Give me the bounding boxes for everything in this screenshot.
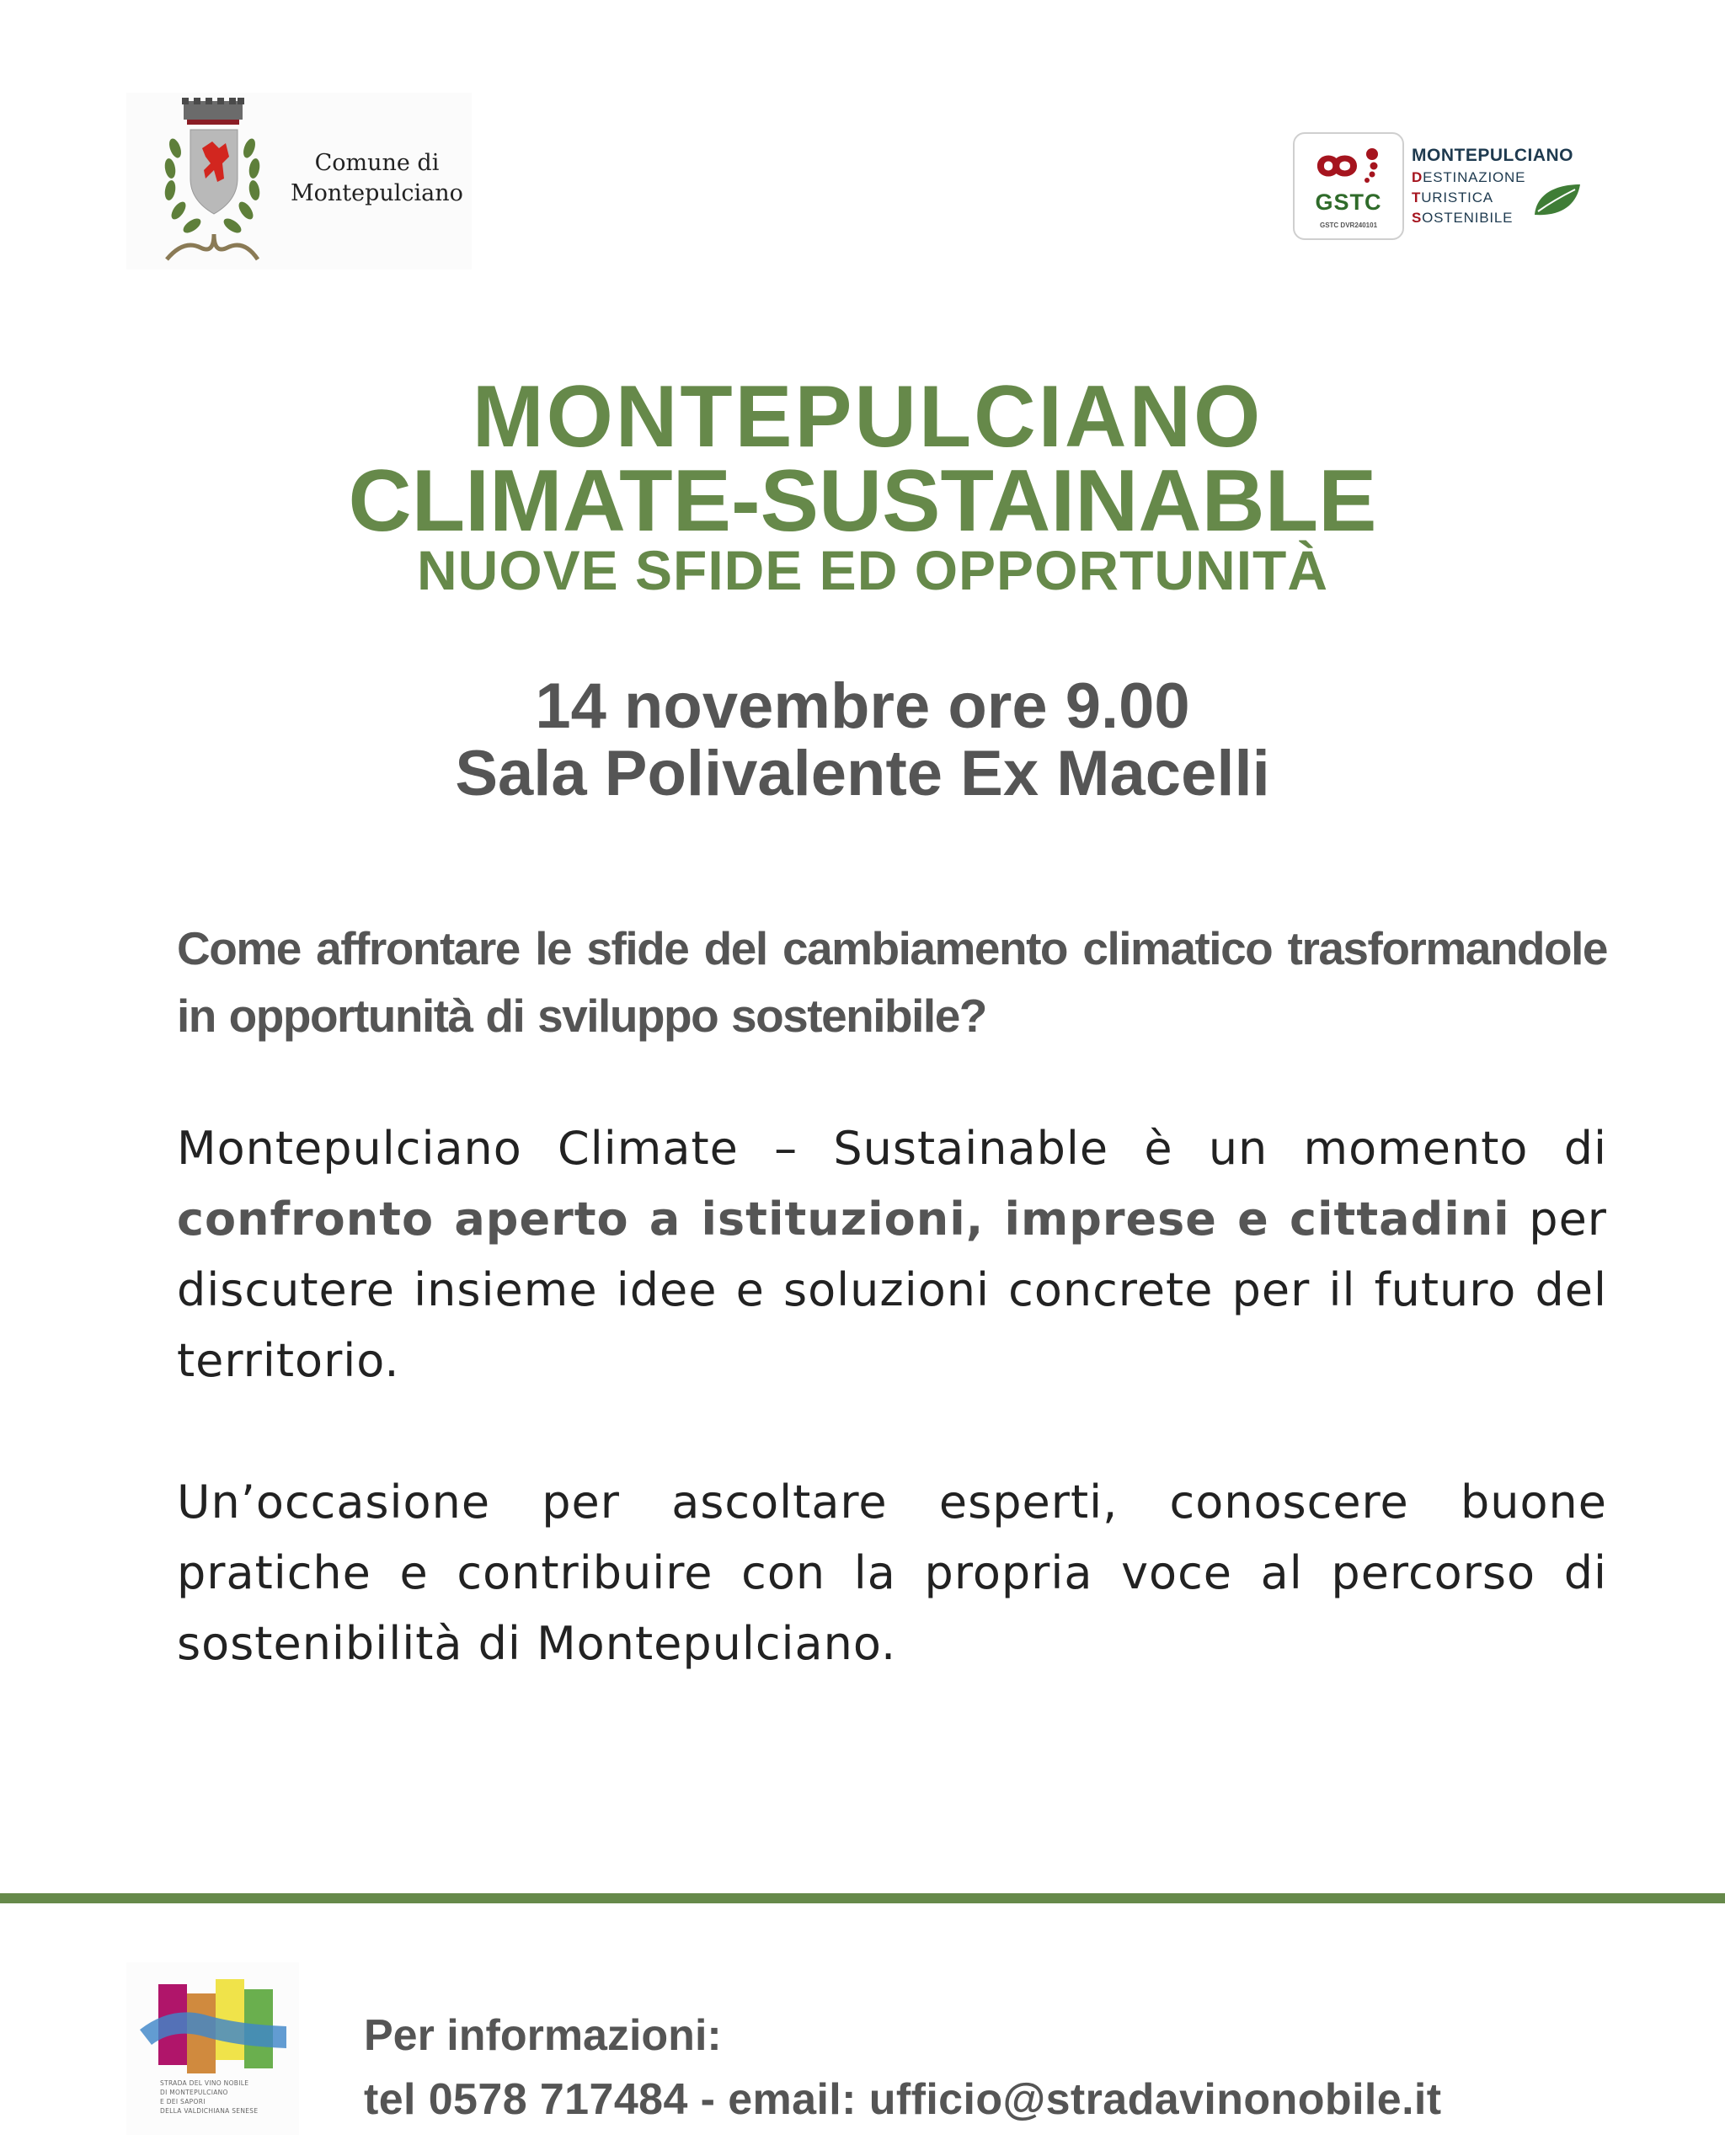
contact-details: tel 0578 717484 - email: ufficio@stradavinonobile.it (364, 2075, 1442, 2124)
event-title-line1: MONTEPULCIANO (472, 368, 1263, 466)
municipal-crest-icon (150, 98, 268, 266)
event-date-time: 14 novembre ore 9.00 (535, 670, 1190, 742)
comune-logo-line1: Comune di (314, 150, 440, 176)
strada-vino-nobile-logo (126, 1962, 299, 2135)
line-rest: URISTICA (1421, 189, 1493, 205)
description-paragraph-1 (177, 1113, 1607, 1396)
comune-di-montepulciano-logo (126, 93, 472, 270)
line-rest: OSTENIBILE (1422, 210, 1514, 226)
initial-letter: T (1412, 189, 1422, 205)
strada-logo-text (160, 2079, 258, 2116)
gstc-infinity-footprint-icon (1313, 147, 1387, 184)
event-venue: Sala Polivalente Ex Macelli (455, 738, 1270, 809)
gstc-sustainable-destination-logo (1291, 131, 1603, 242)
gstc-logo-line-destinazione (1412, 169, 1525, 186)
info-label: Per informazioni: (364, 2011, 722, 2060)
footer-divider (0, 1893, 1725, 1903)
initial-letter: S (1412, 210, 1423, 226)
comune-logo-line2: Montepulciano (291, 180, 463, 206)
gstc-badge (1293, 132, 1404, 240)
para1-start: Montepulciano Climate – Sustainable è un momento di (177, 1122, 1607, 1175)
gstc-badge-code: GSTC DVR240101 (1319, 221, 1378, 229)
para1-end: per discutere insieme idee e soluzioni concrete per il futuro del territorio. (177, 1193, 1607, 1387)
description-paragraph-2: Un’occasione per ascoltare esperti, conoscere buone pratiche e contribuire con la propria voce al percorso di sostenibilità di Montepulciano. (177, 1476, 1607, 1670)
comune-logo-text (291, 148, 463, 209)
lead-question: Come affrontare le sfide del cambiamento climatico trasformandole in opportunità di sviluppo sostenibile? (177, 922, 1607, 1042)
line-rest: ESTINAZIONE (1423, 169, 1526, 185)
event-subtitle: NUOVE SFIDE ED OPPORTUNITÀ (416, 539, 1329, 601)
initial-letter: D (1412, 169, 1423, 185)
strada-logo-line: STRADA DEL VINO NOBILE (160, 2079, 249, 2087)
gstc-badge-word: GSTC (1315, 189, 1382, 215)
gstc-logo-title: MONTEPULCIANO (1412, 146, 1573, 165)
strada-vino-nobile-emblem-icon (136, 1972, 290, 2073)
strada-logo-line: DI MONTEPULCIANO (160, 2089, 228, 2096)
leaf-icon (1531, 181, 1582, 218)
strada-logo-line: E DEI SAPORI (160, 2098, 206, 2105)
gstc-logo-line-turistica (1412, 189, 1493, 206)
strada-logo-line: DELLA VALDICHIANA SENESE (160, 2107, 259, 2115)
event-title-line2: CLIMATE-SUSTAINABLE (348, 452, 1377, 550)
para1-highlight: confronto aperto a istituzioni, imprese e cittadini (177, 1193, 1510, 1246)
gstc-logo-line-sostenibile (1412, 210, 1513, 227)
